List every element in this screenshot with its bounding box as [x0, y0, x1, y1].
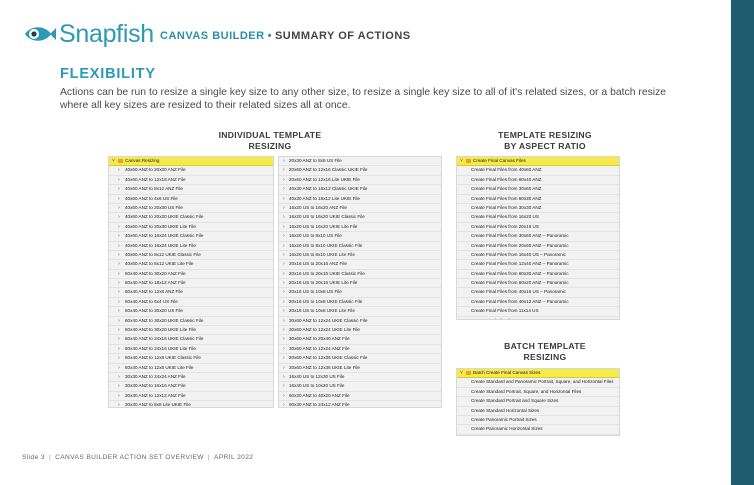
action-label: 60x40 ANZ to 30x20 ANZ File [125, 270, 186, 276]
heading-line: INDIVIDUAL TEMPLATE [218, 130, 322, 140]
folder-icon [466, 159, 471, 163]
action-row[interactable] [279, 401, 441, 408]
action-label: 30x30 ANZ to 12x12 ANZ File [125, 392, 186, 398]
chevron-right-icon[interactable]: › [283, 261, 285, 268]
individual-resizing-panel-2 [278, 156, 442, 408]
action-label: 40x60 ANZ to 20x30 UKIE Lite File [125, 223, 196, 229]
action-row[interactable] [457, 397, 619, 406]
chevron-right-icon[interactable]: › [118, 364, 120, 371]
action-row[interactable] [457, 260, 619, 269]
chevron-right-icon[interactable]: › [118, 261, 120, 268]
action-row[interactable] [279, 185, 441, 194]
chevron-right-icon[interactable]: › [118, 223, 120, 230]
footer-separator: | [207, 454, 211, 461]
action-label: Create Final Files from 12x40 ANZ – Panoramic [471, 261, 569, 267]
action-label: Create Final Files from 60x20 ANZ – Panoramic [471, 280, 569, 286]
footer-date: APRIL 2022 [214, 454, 254, 461]
chevron-right-icon[interactable]: › [118, 345, 120, 352]
action-label: Create Standard Portrait, Square, and Horizontal Files [471, 388, 582, 394]
action-label: 60x30 ANZ to 40x20 ANZ File [289, 392, 350, 398]
chevron-right-icon[interactable]: › [118, 373, 120, 380]
action-set-label: Batch Create Final Canvas Sizes [473, 370, 541, 375]
action-label: Create Final Files from 60x30 ANZ – Panoramic [471, 270, 569, 276]
action-label: 40x60 ANZ to 16x24 UKIE Classic File [125, 233, 204, 239]
action-label: Create Panoramic Portrait Sizes [471, 416, 537, 422]
action-row[interactable] [109, 326, 273, 335]
chevron-right-icon[interactable]: › [118, 251, 120, 258]
action-label: 60x40 ANZ to 24x16 UKIE Lite File [125, 345, 196, 351]
folder-icon [118, 159, 123, 163]
action-label: Create Final Files from 30x60 ANZ – Panoramic [471, 233, 569, 239]
action-row[interactable] [279, 354, 441, 363]
action-label: Create Standard Portrait and Square Sizes [471, 398, 559, 404]
aspect-ratio-heading [470, 130, 620, 152]
action-row[interactable] [279, 176, 441, 185]
action-label: Create Final Files from 11x14 US [471, 308, 539, 314]
action-label: 20x16 US to 10x8 US File [289, 289, 342, 295]
action-row[interactable] [279, 251, 441, 260]
action-row[interactable] [109, 176, 273, 185]
chevron-down-icon[interactable]: ˅ [112, 158, 115, 164]
chevron-right-icon[interactable]: › [283, 402, 285, 408]
intro-paragraph: Actions can be run to resize a single key size to any other size, to resize a single key size to all of it's related sizes, or a batch resize where all key sizes are resized to their related sizes all at once. [60, 87, 667, 111]
action-row[interactable] [457, 195, 619, 204]
action-label: Create Final Files from 20x60 ANZ – Panoramic [471, 242, 569, 248]
chevron-right-icon[interactable]: › [283, 176, 285, 183]
action-label: 20x30 ANZ to 8x8 US File [289, 158, 342, 163]
action-label: Create Standard and Panoramic Portrait, Square, and Horizontal Files [471, 379, 614, 385]
action-row[interactable] [457, 378, 619, 387]
action-label: 30x30 ANZ to 24x24 ANZ File [125, 373, 186, 379]
aspect-ratio-panel [456, 156, 620, 320]
action-label: Create Final Files from 40x12 ANZ – Panoramic [471, 298, 569, 304]
action-label: Create Final Files from 30x60 ANZ [471, 186, 542, 192]
action-row[interactable] [109, 335, 273, 344]
action-label: 60x40 ANZ to 30x20 US File [125, 308, 183, 314]
chevron-right-icon[interactable]: › [283, 364, 285, 371]
action-row[interactable] [279, 232, 441, 241]
action-row[interactable] [109, 307, 273, 316]
action-label: 40x60 ANZ to 4x6 US File [125, 195, 178, 201]
footer-separator: | [48, 454, 52, 461]
action-label: 60x40 ANZ to 6x4 US File [125, 298, 178, 304]
action-row[interactable] [109, 354, 273, 363]
action-row[interactable] [279, 213, 441, 222]
action-label: Create Final Files from 30x30 ANZ [471, 204, 542, 210]
action-label: Create Final Files from 40x60 ANZ [471, 167, 542, 173]
chevron-right-icon[interactable]: › [283, 233, 285, 240]
action-row[interactable] [279, 195, 441, 204]
action-label: 60x40 ANZ to 30x20 UKIE Classic File [125, 317, 204, 323]
chevron-right-icon[interactable]: › [118, 167, 120, 174]
action-label: 30x60 ANZ to 12x24 ANZ File [289, 345, 350, 351]
batch-resizing-heading [470, 341, 620, 363]
chevron-right-icon[interactable]: › [283, 336, 285, 343]
header-subtitle: SUMMARY OF ACTIONS [274, 30, 411, 42]
action-row[interactable] [457, 176, 619, 185]
chevron-right-icon[interactable]: › [283, 327, 285, 334]
chevron-right-icon[interactable]: › [118, 327, 120, 334]
action-label: 40x60 ANZ to 16x24 UKIE Lite File [125, 242, 196, 248]
action-label: 60x40 ANZ to 30x20 UKIE Lite File [125, 327, 196, 333]
fish-logo-icon [24, 23, 56, 45]
chevron-right-icon[interactable]: › [283, 355, 285, 362]
action-label: Create Final Files from 16x20 US [471, 214, 539, 220]
action-row[interactable] [109, 298, 273, 307]
footer-slide: Slide 3 [22, 454, 45, 461]
action-label: 20x16 US to 10x8 UKIE Lite File [289, 308, 355, 314]
chevron-right-icon[interactable]: › [118, 383, 120, 390]
chevron-right-icon[interactable]: › [283, 298, 285, 305]
action-label: 16x20 US to 16x20 UKIE Lite File [289, 223, 358, 229]
action-label: 30x30 ANZ to 8x8 Lite UKIE File [125, 402, 191, 408]
action-row[interactable] [279, 288, 441, 297]
chevron-right-icon[interactable]: › [118, 308, 120, 315]
action-label: 60x40 ANZ to 12x8 UKIE Classic File [125, 355, 201, 361]
action-row[interactable] [279, 307, 441, 316]
action-row[interactable] [457, 223, 619, 232]
action-row[interactable] [457, 232, 619, 241]
action-label: 40x30 ANZ to 16x12 Lite UKIE File [289, 195, 360, 201]
chevron-right-icon[interactable]: › [283, 214, 285, 221]
chevron-right-icon[interactable]: › [283, 195, 285, 202]
action-row[interactable] [109, 195, 273, 204]
chevron-right-icon[interactable]: › [118, 195, 120, 202]
action-label: 30x60 ANZ to 12x24 UKIE Classic File [289, 317, 368, 323]
footer-doc-title: CANVAS BUILDER ACTION SET OVERVIEW [55, 454, 204, 461]
action-label: Create Final Files from 16x40 US – Panoramic [471, 251, 566, 257]
action-row[interactable] [109, 373, 273, 382]
action-row[interactable] [109, 364, 273, 373]
action-label: Create Panoramic Horizontal Sizes [471, 426, 543, 432]
action-set-header[interactable] [109, 157, 273, 166]
heading-line: TEMPLATE RESIZING [498, 130, 592, 140]
header-main-title: CANVAS BUILDER [160, 30, 265, 42]
chevron-right-icon[interactable]: › [118, 176, 120, 183]
action-label: 30x60 ANZ to 20x40 ANZ File [289, 336, 350, 342]
chevron-right-icon[interactable]: › [283, 392, 285, 399]
action-label: 16x40 US to 10x20 US File [289, 383, 345, 389]
action-label: 20x60 ANZ to 12x16 Classic UKIE File [289, 167, 368, 173]
chevron-right-icon[interactable]: › [283, 270, 285, 277]
action-label: 20x60 ANZ to 12x36 UKIE Lite File [289, 364, 360, 370]
action-row[interactable] [457, 185, 619, 194]
action-row[interactable] [279, 260, 441, 269]
action-row[interactable] [109, 204, 273, 213]
chevron-right-icon[interactable]: › [283, 251, 285, 258]
section-heading: FLEXIBILITY [60, 66, 156, 82]
action-set-label: Canvas Resizing [125, 158, 160, 163]
action-label: 16x20 US to 16x20 ANZ File [289, 204, 347, 210]
chevron-right-icon[interactable]: › [283, 280, 285, 287]
action-row[interactable] [457, 288, 619, 297]
action-label: 40x60 ANZ to 20x30 ANZ File [125, 167, 186, 173]
action-label: 16x20 US to 8x10 US File [289, 233, 342, 239]
action-set-label: Create Final Canvas Files [473, 158, 526, 163]
action-label: 60x30 ANZ to 24x12 ANZ File [289, 402, 350, 408]
action-row[interactable] [279, 373, 441, 382]
action-label: 16x20 US to 8x10 UKIE Classic File [289, 242, 363, 248]
action-row[interactable] [109, 270, 273, 279]
action-label: 20x16 US to 10x8 UKIE Classic File [289, 298, 363, 304]
action-row[interactable] [109, 401, 273, 408]
chevron-right-icon[interactable]: › [118, 186, 120, 193]
action-row[interactable] [109, 345, 273, 354]
action-row[interactable] [457, 270, 619, 279]
action-row[interactable] [109, 317, 273, 326]
action-row[interactable] [457, 279, 619, 288]
chevron-right-icon[interactable]: › [283, 383, 285, 390]
action-row[interactable] [109, 392, 273, 401]
action-row[interactable] [279, 364, 441, 373]
action-label: Create Standard Horizontal Sizes [471, 407, 540, 413]
action-label: 40x60 ANZ to 8x12 ANZ File [125, 186, 183, 192]
snapfish-logo [24, 18, 154, 50]
action-label: Create Final Files from 20x16 US [471, 223, 539, 229]
action-label: 40x60 ANZ to 12x18 ANZ File [125, 176, 186, 182]
chevron-right-icon[interactable]: › [118, 242, 120, 249]
action-row[interactable] [457, 213, 619, 222]
individual-resizing-panel-1 [108, 156, 274, 408]
action-row[interactable] [279, 166, 441, 175]
action-set-header[interactable] [457, 157, 619, 166]
action-row[interactable] [109, 279, 273, 288]
action-label: Create Final Files from 40x16 US – Panoramic [471, 289, 566, 295]
heading-line: BATCH TEMPLATE [504, 341, 586, 351]
action-label: 40x30 ANZ to 16x12 Classic UKIE File [289, 186, 368, 192]
heading-line: RESIZING [523, 352, 567, 362]
right-accent-bar [731, 0, 754, 485]
action-label: 60x40 ANZ to 24x16 UKIE Classic File [125, 336, 204, 342]
action-row[interactable] [457, 416, 619, 425]
action-row[interactable] [279, 270, 441, 279]
chevron-right-icon[interactable]: › [118, 392, 120, 399]
action-label: 40x60 ANZ to 8x12 UKIE Classic File [125, 251, 201, 257]
chevron-right-icon[interactable]: › [118, 270, 120, 277]
action-label: 16x20 US to 8x10 UKIE Lite File [289, 251, 355, 257]
action-row[interactable] [109, 185, 273, 194]
action-row[interactable] [279, 345, 441, 354]
action-row[interactable] [279, 392, 441, 401]
action-row[interactable] [279, 298, 441, 307]
chevron-right-icon[interactable]: › [118, 289, 120, 296]
action-label: 20x16 US to 20x16 ANZ File [289, 261, 347, 267]
folder-icon [466, 371, 471, 375]
chevron-right-icon[interactable]: › [283, 308, 285, 315]
chevron-right-icon[interactable]: › [118, 233, 120, 240]
action-label: 20x60 ANZ to 12x36 UKIE Classic File [289, 355, 368, 361]
action-row[interactable] [279, 223, 441, 232]
action-label: 30x60 ANZ to 12x24 UKIE Lite File [289, 327, 360, 333]
chevron-right-icon[interactable]: › [118, 280, 120, 287]
chevron-right-icon[interactable]: › [283, 204, 285, 211]
action-label: 60x40 ANZ to 18x12 ANZ File [125, 280, 186, 286]
action-row[interactable] [109, 242, 273, 251]
action-row[interactable] [457, 435, 619, 436]
action-row[interactable] [109, 166, 273, 175]
chevron-right-icon[interactable]: › [283, 167, 285, 174]
action-row[interactable] [109, 251, 273, 260]
action-label: 60x40 ANZ to 12x8 ANZ File [125, 289, 183, 295]
action-row[interactable] [457, 307, 619, 316]
brand-name: Snapfish [59, 19, 154, 48]
chevron-right-icon[interactable]: › [283, 345, 285, 352]
action-label: 40x60 ANZ to 20x30 US File [125, 204, 183, 210]
action-row[interactable] [109, 223, 273, 232]
chevron-right-icon[interactable]: › [118, 402, 120, 408]
action-row[interactable] [457, 425, 619, 434]
action-label: 20x60 ANZ to 12x16 Lite UKIE File [289, 176, 360, 182]
chevron-right-icon[interactable]: › [283, 158, 285, 164]
action-row[interactable] [457, 407, 619, 416]
action-row[interactable] [279, 242, 441, 251]
chevron-right-icon[interactable]: › [118, 204, 120, 211]
action-row[interactable] [109, 288, 273, 297]
chevron-right-icon[interactable]: › [283, 223, 285, 230]
action-row[interactable] [279, 279, 441, 288]
action-label: 20x16 US to 20x16 UKIE Lite File [289, 280, 358, 286]
heading-line: RESIZING [248, 141, 292, 151]
chevron-right-icon[interactable]: › [118, 336, 120, 343]
action-row[interactable] [279, 157, 441, 166]
action-label [471, 317, 539, 320]
action-row[interactable] [457, 242, 619, 251]
action-label: 40x60 ANZ to 8x12 UKIE Lite File [125, 261, 194, 267]
action-row[interactable] [457, 204, 619, 213]
action-label: 60x40 ANZ to 12x8 UKIE Lite File [125, 364, 194, 370]
action-label: 30x30 ANZ to 16x16 ANZ File [125, 383, 186, 389]
individual-resizing-heading [195, 130, 345, 152]
header-title [160, 30, 411, 42]
chevron-right-icon[interactable]: › [283, 242, 285, 249]
chevron-right-icon[interactable]: › [283, 317, 285, 324]
chevron-right-icon[interactable]: › [283, 186, 285, 193]
chevron-right-icon[interactable]: › [118, 317, 120, 324]
action-label: 16x20 US to 16x20 UKIE Classic File [289, 214, 365, 220]
batch-resizing-panel [456, 368, 620, 436]
action-row[interactable] [279, 326, 441, 335]
chevron-right-icon[interactable]: › [118, 355, 120, 362]
action-row[interactable] [109, 382, 273, 391]
action-label: Create Final Files from 60x30 ANZ [471, 195, 542, 201]
chevron-right-icon[interactable]: › [118, 214, 120, 221]
chevron-right-icon[interactable]: › [118, 298, 120, 305]
action-row[interactable] [109, 260, 273, 269]
chevron-down-icon[interactable]: ˅ [460, 158, 463, 164]
action-row[interactable] [457, 166, 619, 175]
action-label: Create Final Files from 60x40 ANZ [471, 176, 542, 182]
action-label [471, 435, 568, 436]
action-row[interactable] [279, 335, 441, 344]
action-row[interactable] [279, 204, 441, 213]
chevron-right-icon[interactable]: › [283, 373, 285, 380]
chevron-down-icon[interactable]: ˅ [460, 370, 463, 376]
action-row[interactable] [279, 317, 441, 326]
chevron-right-icon[interactable]: › [283, 289, 285, 296]
action-row[interactable] [109, 213, 273, 222]
action-row[interactable] [457, 388, 619, 397]
action-row[interactable] [457, 298, 619, 307]
action-label: 40x60 ANZ to 20x30 UKIE Classic File [125, 214, 204, 220]
heading-line: BY ASPECT RATIO [504, 141, 586, 151]
action-label: 20x16 US to 20x16 UKIE Classic File [289, 270, 365, 276]
action-label: 16x40 US to 12x30 US File [289, 373, 345, 379]
header-separator: • [267, 30, 272, 42]
action-row[interactable] [109, 232, 273, 241]
footer [22, 454, 253, 461]
action-row[interactable] [457, 317, 619, 320]
action-row[interactable] [279, 382, 441, 391]
action-set-header[interactable] [457, 369, 619, 378]
action-row[interactable] [457, 251, 619, 260]
